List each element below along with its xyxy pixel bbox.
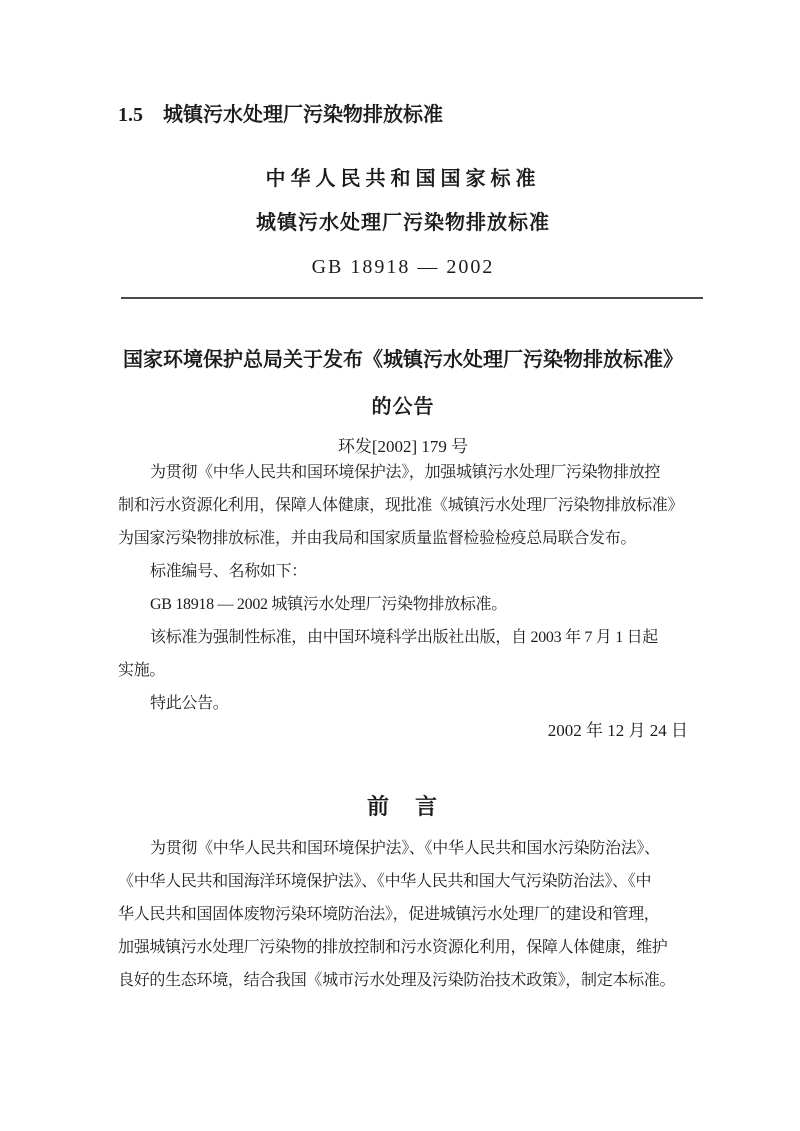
body-line: 该标准为强制性标准，由中国环境科学出版社出版，自 2003 年 7 月 1 日起 [150,629,659,646]
body-line: 特此公告。 [150,695,229,712]
horizontal-rule [121,297,703,299]
body-line: GB 18918 — 2002 城镇污水处理厂污染物排放标准。 [150,596,507,613]
document-number: 环发[2002] 179 号 [337,437,469,456]
foreword-body [118,832,688,997]
body-line: 为贯彻《中华人民共和国环境保护法》，加强城镇污水处理厂污染物排放控 [150,464,661,481]
body-line: 《中华人民共和国海洋环境保护法》、《中华人民共和国大气污染防治法》、《中 [118,873,652,890]
body-line: 实施。 [118,662,166,679]
body-line: 良好的生态环境，结合我国《城市污水处理及污染防治技术政策》，制定本标准。 [118,972,676,989]
announcement-title-line1: 国家环境保护总局关于发布《城镇污水处理厂污染物排放标准》 [123,349,683,371]
announcement-body [118,456,688,720]
standard-code: GB 18918 — 2002 [311,256,495,278]
section-heading: 1.5 城镇污水处理厂污染物排放标准 [118,104,443,126]
national-standard-label: 中华人民共和国国家标准 [265,168,541,190]
body-line: 标准编号、名称如下： [150,563,308,580]
body-line: 制和污水资源化利用，保障人体健康，现批准《城镇污水处理厂污染物排放标准》 [118,497,684,514]
standard-title: 城镇污水处理厂污染物排放标准 [256,212,550,234]
announcement-date: 2002 年 12 月 24 日 [547,721,688,740]
foreword-title: 前 言 [366,794,439,819]
body-line: 加强城镇污水处理厂污染物的排放控制和污水资源化利用，保障人体健康，维护 [118,939,668,956]
announcement-title-line2: 的公告 [371,396,435,418]
body-line: 为贯彻《中华人民共和国环境保护法》、《中华人民共和国水污染防治法》、 [150,840,660,857]
body-line: 为国家污染物排放标准，并由我局和国家质量监督检验检疫总局联合发布。 [118,530,637,547]
body-line: 华人民共和国固体废物污染环境防治法》，促进城镇污水处理厂的建设和管理， [118,906,660,923]
